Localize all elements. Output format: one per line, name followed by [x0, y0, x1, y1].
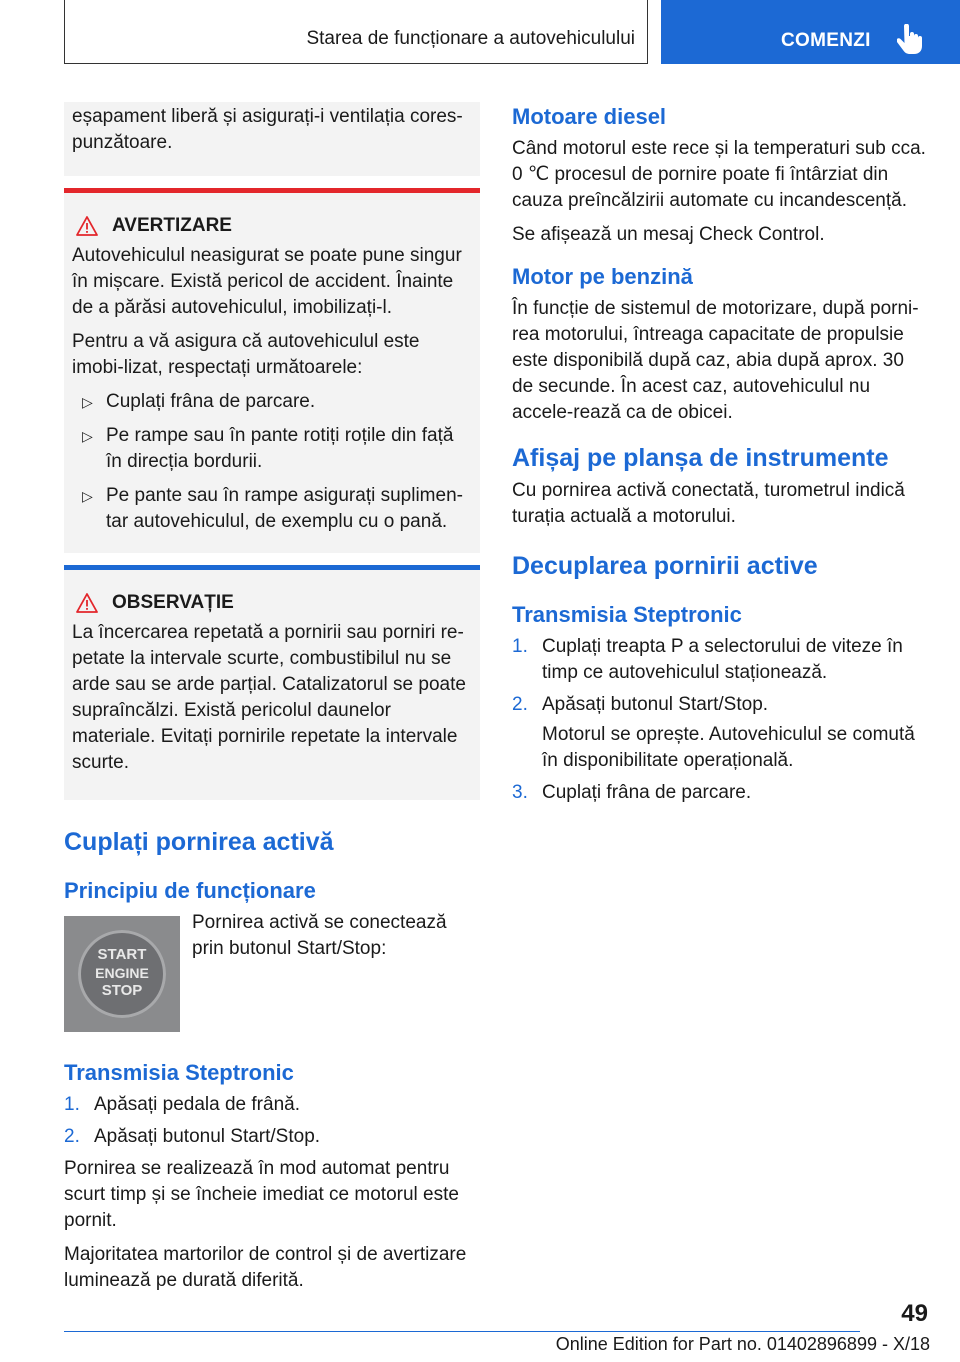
warning-triangle-icon	[76, 216, 98, 236]
warning-heading	[76, 213, 472, 239]
step-number: 1.	[512, 636, 528, 657]
hand-pointer-icon	[897, 24, 923, 54]
header-box	[64, 0, 648, 64]
step-number: 3.	[512, 782, 528, 803]
footer-text: Online Edition for Part no. 01402896899 - X/18	[555, 1334, 930, 1354]
start-stop-button-image	[64, 916, 180, 1032]
button-circle	[78, 930, 166, 1018]
heading-petrol: Motor pe benzină	[512, 264, 693, 289]
step-2-note: Motorul se oprește. Autovehiculul se comută în disponibilitate operațională.	[542, 724, 915, 771]
step-text: Apăsați butonul Start/Stop.	[94, 1126, 321, 1147]
after-text-1: Pornirea se realizează în mod automat pentru scurt timp și se încheie imediat ce motorul este pornit.	[64, 1158, 459, 1231]
step-text: Apăsați pedala de frână.	[94, 1094, 300, 1115]
step-text: Cuplați frâna de parcare.	[542, 782, 752, 803]
heading-display: Afișaj pe planșa de instrumente	[512, 444, 889, 472]
principle-row	[64, 912, 480, 1032]
heading-steptronic: Transmisia Steptronic	[64, 1060, 294, 1085]
heading-activate: Cuplați pornirea activă	[64, 828, 334, 856]
header-title: Starea de funcționare a autovehiculului	[306, 28, 635, 49]
notice-label: OBSERVAȚIE	[112, 592, 234, 613]
heading-steptronic-2: Transmisia Steptronic	[512, 602, 742, 627]
warning-item: ▷ Pe rampe sau în pante rotiți roțile din față în direcția bordurii.	[72, 423, 472, 475]
notice-triangle-icon	[76, 593, 98, 613]
intro-text: eșapament liberă și asigurați-i ventilația cores-punzătoare.	[72, 106, 463, 153]
step-item	[512, 692, 928, 718]
step-text: Apăsați butonul Start/Stop.	[542, 694, 769, 715]
step-item	[512, 634, 928, 686]
steps-list	[64, 1092, 480, 1150]
steps-list-2	[512, 634, 928, 806]
warning-p1: Autovehiculul neasigurat se poate pune singur în mișcare. Există pericol de accident. Înainte de a părăsi autovehiculul, imobilizați-l.	[72, 245, 462, 318]
button-label	[78, 946, 166, 1000]
notice-p1: La încercarea repetată a pornirii sau porniri re-petate la intervale scurte, combustibilul nu se arde sau se arde parțial. Catalizatorul se poate supraîncălzi. Există pericolul daunelor materiale. Evitați pornirile repetate la intervale scurte.	[72, 622, 466, 773]
warning-item: ▷ Pe pante sau în rampe asigurați suplimen-tar autovehiculul, de exemplu cu o pană.	[72, 483, 472, 535]
notice-heading	[76, 590, 472, 616]
left-column	[64, 102, 480, 1302]
tab-label: COMENZI	[781, 30, 871, 51]
button-line2: ENGINE	[95, 965, 149, 981]
petrol-p1: În funcție de sistemul de motorizare, după porni-rea motorului, întreaga capacitate de propulsie este disponibilă după caz, abia după aprox. 30 de secunde. În acest caz, autovehiculul nu accele-rează ca de obicei.	[512, 298, 919, 423]
step-number: 2.	[512, 694, 528, 715]
display-p1: Cu pornirea activă conectată, turometrul indică turația actuală a motorului.	[512, 480, 905, 527]
heading-principle: Principiu de funcționare	[64, 878, 316, 903]
notice-box	[64, 570, 480, 800]
step-item	[64, 1092, 480, 1118]
step-number: 2.	[64, 1126, 80, 1147]
tab-comenzi[interactable]	[661, 0, 960, 64]
button-line3: STOP	[101, 982, 143, 999]
right-column	[512, 102, 928, 812]
warning-box	[64, 193, 480, 553]
principle-text: Pornirea activă se conectează prin butonul Start/Stop:	[192, 912, 447, 959]
warning-label: AVERTIZARE	[112, 215, 232, 236]
step-item	[64, 1124, 480, 1150]
diesel-p1: Când motorul este rece și la temperaturi sub cca. 0 ℃ procesul de pornire poate fi întârziat din cauza preîncălzirii automate cu incandescență.	[512, 138, 926, 211]
heading-deactivate: Decuplarea pornirii active	[512, 552, 818, 580]
step-number: 1.	[64, 1094, 80, 1115]
heading-diesel: Motoare diesel	[512, 104, 667, 129]
warning-p2: Pentru a vă asigura că autovehiculul este imobi-lizat, respectați următoarele:	[72, 331, 420, 378]
button-line1: START	[97, 946, 147, 963]
step-item	[512, 780, 928, 806]
diesel-p2: Se afișează un mesaj Check Control.	[512, 224, 825, 245]
step-text: Cuplați treapta P a selectorului de viteze în timp ce autovehiculul staționează.	[542, 636, 903, 683]
intro-box	[64, 102, 480, 176]
page-number: 49	[901, 1300, 928, 1327]
footer-rule	[64, 1331, 860, 1332]
warning-item: ▷ Cuplați frâna de parcare.	[72, 389, 472, 415]
after-text-2: Majoritatea martorilor de control și de avertizare luminează pe durată diferită.	[64, 1244, 467, 1291]
